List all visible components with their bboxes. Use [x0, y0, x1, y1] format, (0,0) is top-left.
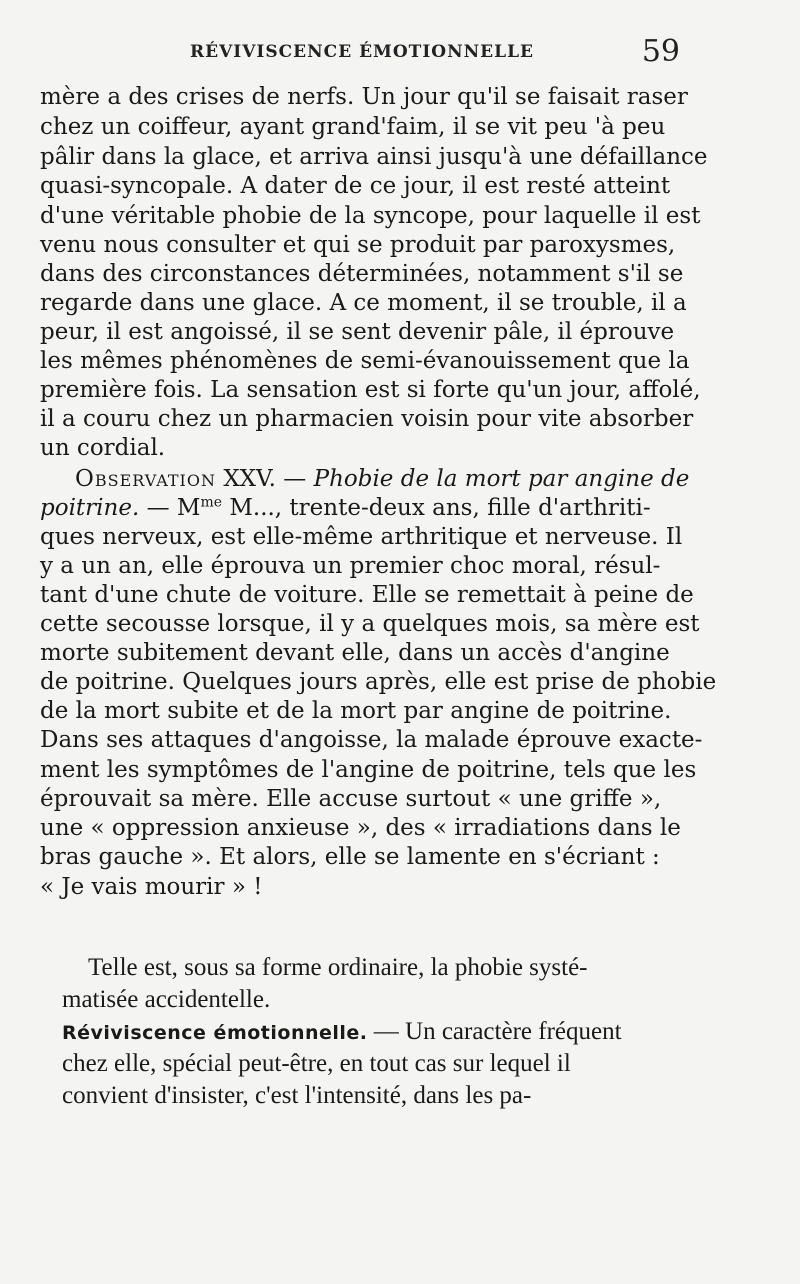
- text-line: les mêmes phénomènes de semi-évanouissement que la: [40, 348, 690, 374]
- text-line: d'une véritable phobie de la syncope, pour laquelle il est: [40, 203, 701, 229]
- observation-title-end: poitrine.: [40, 495, 140, 521]
- text-line: de la mort subite et de la mort par angine de poitrine.: [40, 698, 672, 724]
- text-line: un cordial.: [40, 435, 166, 461]
- text-line: morte subitement devant elle, dans un accès d'angine: [40, 640, 670, 666]
- section-heading: Réviviscence émotionnelle.: [62, 1022, 368, 1044]
- observation-title: Phobie de la mort par angine de: [313, 466, 690, 492]
- text-line: chez elle, spécial peut-être, en tout cas sur lequel il: [62, 1050, 571, 1077]
- text-line: venu nous consulter et qui se produit par paroxysmes,: [40, 232, 676, 258]
- text-line: « Je vais mourir » !: [40, 874, 263, 900]
- observation-heading-line: [75, 464, 689, 494]
- text-line: tant d'une chute de voiture. Elle se remettait à peine de: [40, 582, 694, 608]
- text-line: pâlir dans la glace, et arriva ainsi jusqu'à une défaillance: [40, 144, 708, 170]
- page-number: 59: [641, 34, 680, 69]
- running-head: RÉVIVISCENCE ÉMOTIONNELLE: [190, 42, 534, 62]
- text-line: cette secousse lorsque, il y a quelques mois, sa mère est: [40, 611, 700, 637]
- page-header: [40, 34, 680, 69]
- subject-text: M..., trente-deux ans, fille d'arthriti-: [222, 495, 651, 521]
- text-line: dans des circonstances déterminées, notamment s'il se: [40, 261, 684, 287]
- text-line: convient d'insister, c'est l'intensité, dans les pa-: [62, 1082, 532, 1109]
- text-line: une « oppression anxieuse », des « irradiations dans le: [40, 815, 681, 841]
- section-heading-line: [62, 1016, 622, 1049]
- text-line: Dans ses attaques d'angoisse, la malade éprouve exacte-: [40, 727, 703, 753]
- observation-subject-line: [40, 493, 651, 523]
- observation-number: XXV.: [223, 466, 276, 492]
- dash: —: [275, 466, 314, 492]
- subject-prefix: — M: [139, 495, 201, 521]
- superscript: me: [200, 494, 223, 511]
- text-line: Telle est, sous sa forme ordinaire, la phobie systé-: [88, 954, 588, 981]
- heading-continuation: — Un caractère fréquent: [367, 1018, 622, 1045]
- text-line: mère a des crises de nerfs. Un jour qu'il se faisait raser: [40, 84, 688, 110]
- text-line: y a un an, elle éprouva un premier choc moral, résul-: [40, 553, 661, 579]
- text-line: ques nerveux, est elle-même arthritique et nerveuse. Il: [40, 524, 683, 550]
- text-line: chez un coiffeur, ayant grand'faim, il se vit peu 'à peu: [40, 114, 666, 140]
- text-line: peur, il est angoissé, il se sent devenir pâle, il éprouve: [40, 319, 675, 345]
- text-line: éprouvait sa mère. Elle accuse surtout « une griffe »,: [40, 786, 662, 812]
- text-line: il a couru chez un pharmacien voisin pour vite absorber: [40, 406, 694, 432]
- text-line: matisée accidentelle.: [62, 986, 271, 1013]
- text-line: de poitrine. Quelques jours après, elle est prise de phobie: [40, 669, 717, 695]
- observation-label: Observation: [75, 466, 216, 492]
- text-line: bras gauche ». Et alors, elle se lamente en s'écriant :: [40, 844, 660, 870]
- text-line: ment les symptômes de l'angine de poitrine, tels que les: [40, 757, 697, 783]
- text-line: quasi-syncopale. A dater de ce jour, il est resté atteint: [40, 173, 671, 199]
- text-line: regarde dans une glace. A ce moment, il se trouble, il a: [40, 290, 687, 316]
- text-line: première fois. La sensation est si forte qu'un jour, affolé,: [40, 377, 701, 403]
